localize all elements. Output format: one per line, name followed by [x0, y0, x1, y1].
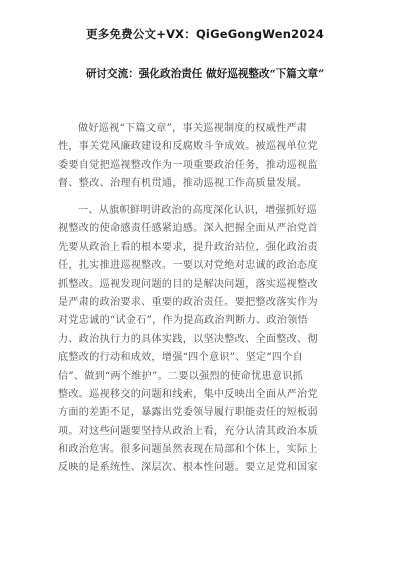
paragraph-line: 抓整改。巡视发现问题的目的是解决问题，落实巡视整改 — [58, 278, 318, 290]
paragraph-line: 对党忠诚的“试金石”，作为提高政治判断力、政治领悟 — [58, 315, 308, 327]
paragraph-line: 先要从政治上看的根本要求，提升政治站位，强化政治责 — [58, 241, 318, 253]
paragraph-intro — [58, 120, 358, 194]
paragraph-line: 底整改的行动和成效，增强“四个意识”、坚定“四个自 — [58, 352, 304, 364]
paragraph-line: 性，事关党风廉政建设和反腐败斗争成效。被巡视单位党 — [58, 141, 318, 153]
paragraph-line: 督、整改、治理有机贯通，推动巡视工作高质量发展。 — [58, 178, 308, 190]
paragraph-line: 和政治危害。很多问题虽然表现在局部和个体上，实际上 — [58, 444, 318, 456]
paragraph-line: 任，扎实推进巡视整改。一要以对党绝对忠诚的政治态度 — [58, 260, 318, 272]
paragraph-line: 反映的是系统性、深层次、根本性问题。要立足党和国家 — [58, 462, 318, 474]
paragraph-line: 方面的差距不足，暴露出党委领导履行职能责任的短板弱 — [58, 407, 318, 419]
paragraph-line: 力、政治执行力的具体实践，以坚决整改、全面整改、彻 — [58, 333, 318, 345]
paragraph-line: 一、从旗帜鲜明讲政治的高度深化认识，增强抓好巡 — [78, 205, 318, 216]
paragraph-line: 委要自觉把巡视整改作为一项重要政治任务，推动巡视监 — [58, 159, 318, 171]
paragraph-line: 视整改的使命感责任感紧迫感。深入把握全面从严治党首 — [58, 223, 318, 235]
paragraph-line: 信”、做到“两个维护”。二要以强烈的使命忧患意识抓 — [58, 370, 304, 382]
promo-banner: 更多免费公文+VX：QiGeGongWen2024 — [86, 27, 324, 41]
paragraph-line: 是严肃的政治要求、重要的政治责任。要把整改落实作为 — [58, 296, 318, 308]
paragraph-line: 整改。巡视移交的问题和线索，集中反映出全面从严治党 — [58, 388, 318, 400]
paragraph-section-one — [58, 202, 358, 478]
paragraph-line: 做好巡视“下篇文章”，事关巡视制度的权威性严肃 — [78, 123, 308, 134]
paragraph-line: 项。对这些问题要坚持从政治上看，充分认清其政治本质 — [58, 425, 318, 437]
document-title: 研讨交流：强化政治责任 做好巡视整改“下篇文章” — [85, 68, 325, 80]
